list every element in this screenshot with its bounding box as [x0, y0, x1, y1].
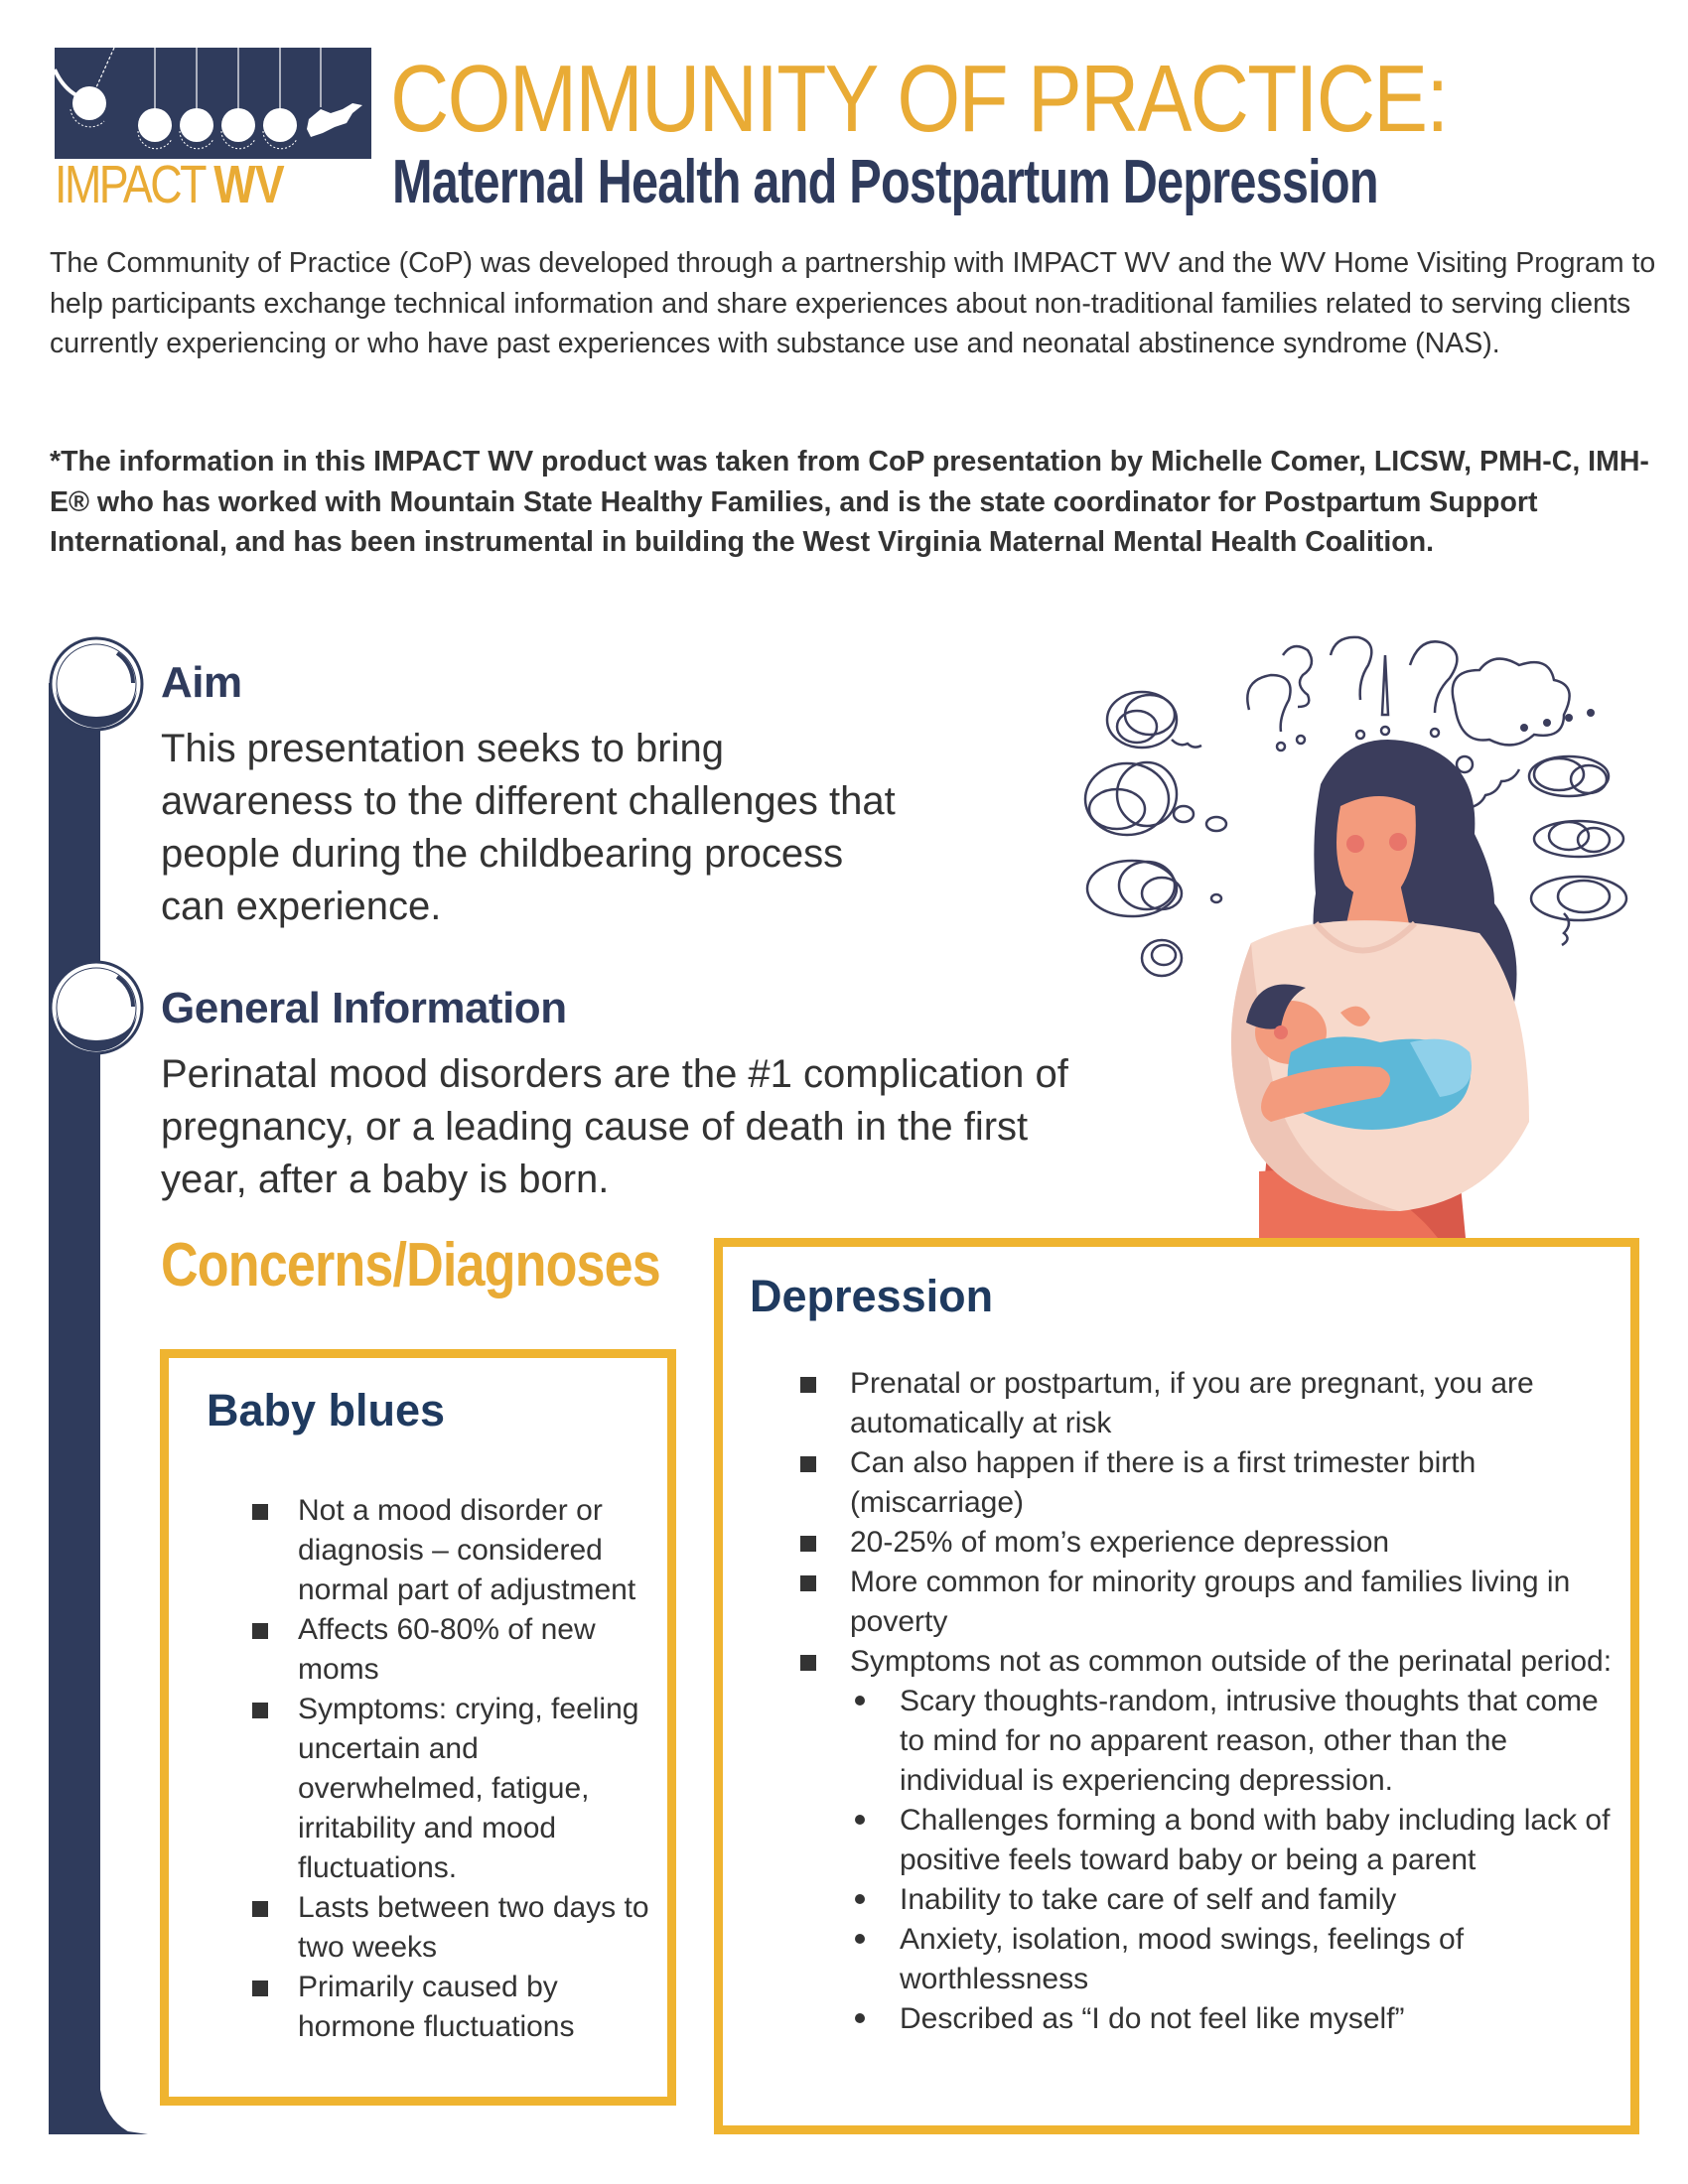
sublist-item: Challenges forming a bond with baby including lack of positive feels toward baby or being a parent [850, 1801, 1624, 1880]
mother-baby-illustration [1072, 615, 1628, 1238]
round-bullet-icon [855, 2013, 865, 2023]
timeline-bar [49, 683, 100, 2134]
list-item: More common for minority groups and families living in poverty [800, 1563, 1624, 1642]
aim-line: awareness to the different challenges that [161, 779, 896, 823]
pendulum-ball-icon [48, 635, 145, 733]
sublist-item: Scary thoughts-random, intrusive thoughts that come to mind for no apparent reason, other than the individual is experiencing depression. [850, 1682, 1624, 1801]
list-item: Primarily caused by hormone fluctuations [248, 1968, 665, 2047]
baby-blues-box [160, 1349, 676, 2106]
credit-paragraph: *The information in this IMPACT WV product was taken from CoP presentation by Michelle Comer, LICSW, PMH-C, IMH-E® who has worked with Mountain State Healthy Families, and is the state coordinator for Postpartum Support International, and has been instrumental in building the West Virginia Maternal Mental Health Coalition. [50, 446, 1649, 558]
aim-heading: Aim [161, 658, 242, 707]
round-bullet-icon [855, 1934, 865, 1944]
aim-body [161, 723, 1005, 933]
timeline-bar-foot [98, 2080, 148, 2134]
general-line: pregnancy, or a leading cause of death in the first [161, 1105, 1029, 1149]
square-bullet-icon [800, 1655, 816, 1671]
logo-impact-text: IMPACT [55, 155, 205, 214]
square-bullet-icon [800, 1377, 816, 1393]
list-item: Symptoms not as common outside of the perinatal period: Scary thoughts-random, intrusive thoughts that come to mind for no apparent reason, other than the individual is experiencing depression. Challenges forming a bond with baby including lack of positive feels toward baby or being a parent Inability to take care of self and family Anxiety, isolation, mood swings, feelings of worthlessness Described as “I do not feel like myself” [800, 1642, 1624, 2039]
round-bullet-icon [855, 1894, 865, 1904]
logo-wv-text: WV [213, 155, 284, 214]
list-item: Can also happen if there is a first trimester birth (miscarriage) [800, 1443, 1624, 1523]
square-bullet-icon [252, 1623, 268, 1639]
sublist-item: Described as “I do not feel like myself” [850, 1999, 1624, 2039]
square-bullet-icon [800, 1575, 816, 1591]
list-item: 20-25% of mom’s experience depression [800, 1523, 1624, 1563]
list-item: Affects 60-80% of new moms [248, 1610, 665, 1690]
sublist-item: Inability to take care of self and family [850, 1880, 1624, 1920]
list-item: Lasts between two days to two weeks [248, 1888, 665, 1968]
pendulum-ball-icon [48, 959, 145, 1056]
square-bullet-icon [252, 1504, 268, 1520]
depression-box [714, 1238, 1639, 2134]
concerns-diagnoses-heading: Concerns/Diagnoses [161, 1231, 660, 1299]
square-bullet-icon [252, 1980, 268, 1996]
logo-newtons-cradle-icon [55, 48, 371, 159]
symptoms-sublist [850, 1682, 1624, 2039]
aim-line: This presentation seeks to bring [161, 727, 724, 770]
baby-blues-heading: Baby blues [207, 1385, 446, 1435]
list-item: Symptoms: crying, feeling uncertain and overwhelmed, fatigue, irritability and mood fluctuations. [248, 1690, 665, 1888]
list-item: Prenatal or postpartum, if you are pregnant, you are automatically at risk [800, 1364, 1624, 1443]
general-information-heading: General Information [161, 984, 567, 1032]
aim-line: can experience. [161, 885, 442, 928]
general-line: year, after a baby is born. [161, 1158, 610, 1201]
page-subtitle: Maternal Health and Postpartum Depression [392, 148, 1378, 216]
depression-list [800, 1364, 1624, 2039]
square-bullet-icon [800, 1456, 816, 1472]
sublist-item: Anxiety, isolation, mood swings, feelings of worthlessness [850, 1920, 1624, 1999]
round-bullet-icon [855, 1815, 865, 1825]
depression-heading: Depression [750, 1271, 994, 1321]
square-bullet-icon [252, 1703, 268, 1718]
general-line: Perinatal mood disorders are the #1 complication of [161, 1052, 1068, 1096]
logo-wordmark [55, 155, 327, 214]
square-bullet-icon [252, 1901, 268, 1917]
page-title: COMMUNITY OF PRACTICE: [390, 46, 1448, 152]
round-bullet-icon [855, 1696, 865, 1706]
square-bullet-icon [800, 1536, 816, 1552]
aim-line: people during the childbearing process [161, 832, 844, 876]
list-item: Not a mood disorder or diagnosis – considered normal part of adjustment [248, 1491, 665, 1610]
intro-paragraph: The Community of Practice (CoP) was developed through a partnership with IMPACT WV and the WV Home Visiting Program to help participants exchange technical information and share experiences about non-traditional families related to serving clients currently experiencing or who have past experiences with substance use and neonatal abstinence syndrome (NAS). [50, 247, 1656, 359]
baby-blues-list [248, 1491, 665, 2047]
